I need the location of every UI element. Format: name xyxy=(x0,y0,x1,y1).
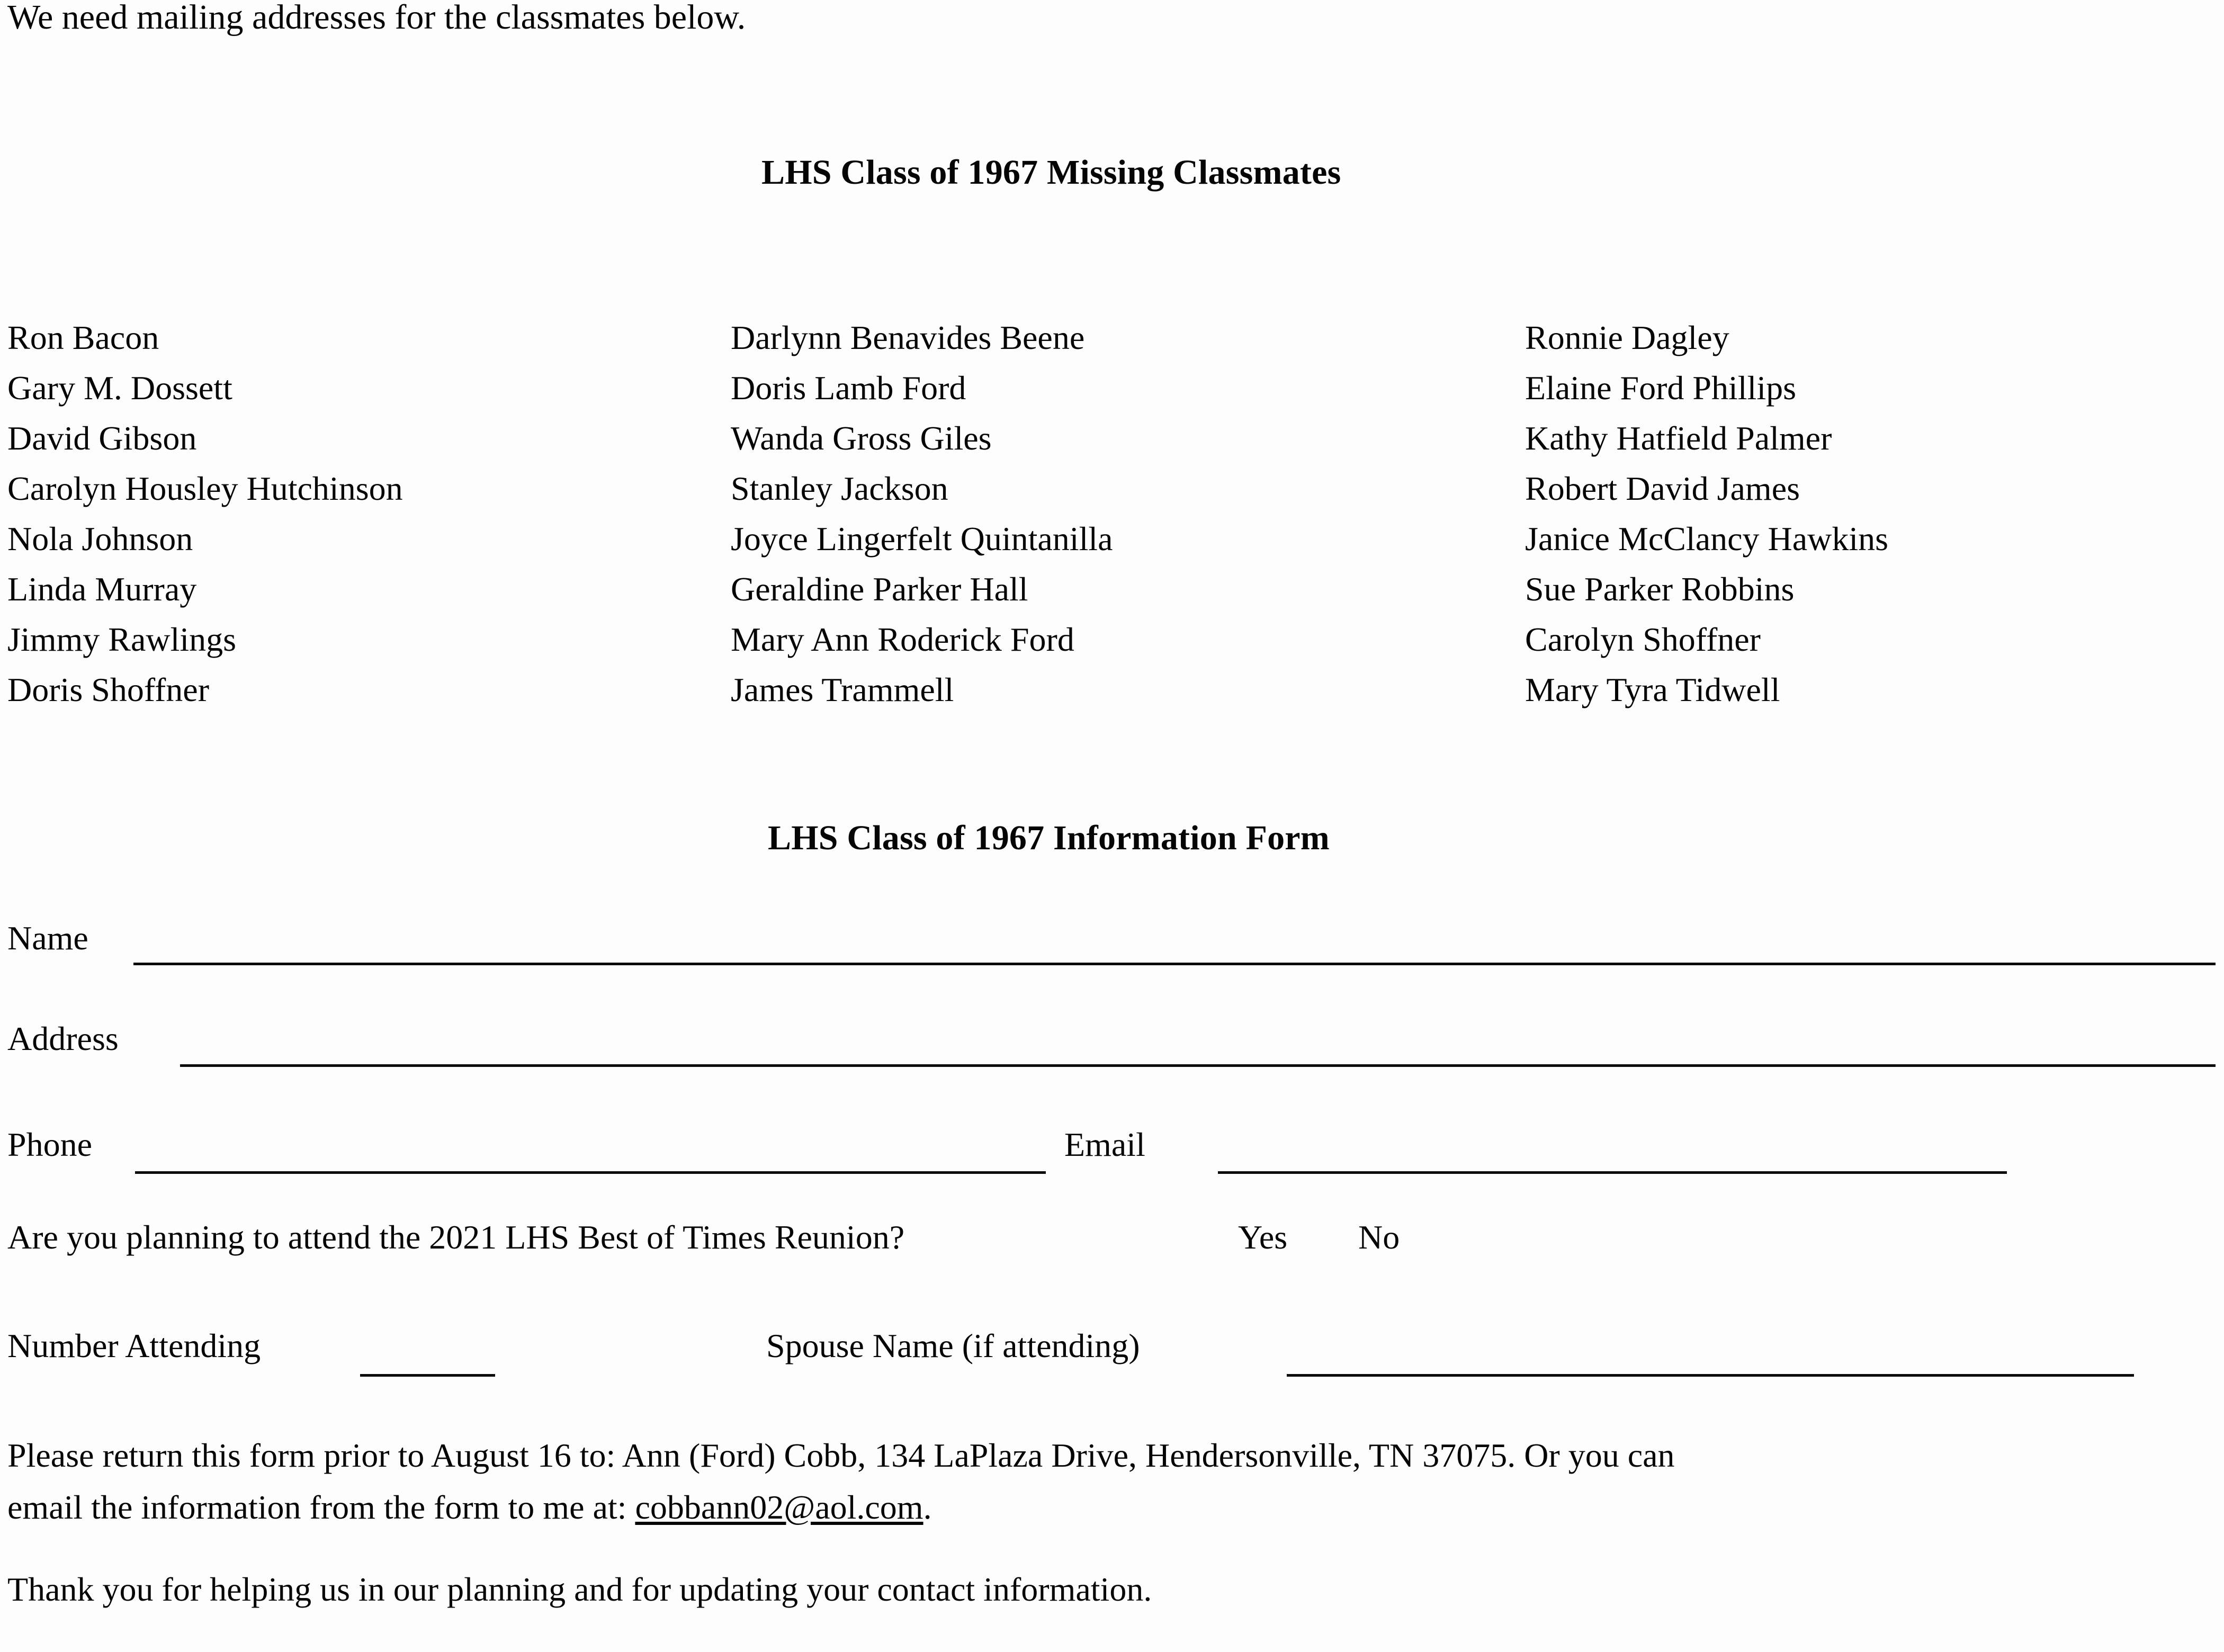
list-item: Geraldine Parker Hall xyxy=(731,570,1028,608)
attendance-no-option[interactable]: No xyxy=(1358,1218,1400,1256)
email-instruction-text: email the information from the form to me at: xyxy=(7,1488,635,1526)
phone-input[interactable] xyxy=(135,1171,1046,1174)
list-item: Elaine Ford Phillips xyxy=(1525,369,1796,407)
list-item: Sue Parker Robbins xyxy=(1525,570,1795,608)
list-item: Ronnie Dagley xyxy=(1525,319,1729,356)
address-input[interactable] xyxy=(180,1064,2216,1067)
list-item: Stanley Jackson xyxy=(731,470,948,507)
name-input[interactable] xyxy=(133,963,2216,965)
list-item: Carolyn Housley Hutchinson xyxy=(7,470,403,507)
intro-text: We need mailing addresses for the classmates below. xyxy=(7,0,746,37)
list-item: Gary M. Dossett xyxy=(7,369,232,407)
email-label: Email xyxy=(1064,1126,1145,1163)
list-item: Wanda Gross Giles xyxy=(731,419,992,457)
names-column-3 xyxy=(1525,312,1888,715)
list-item: Mary Tyra Tidwell xyxy=(1525,671,1780,708)
list-item: Nola Johnson xyxy=(7,520,193,558)
return-instructions-line-1: Please return this form prior to August 16 to: Ann (Ford) Cobb, 134 LaPlaza Drive, Hendersonville, TN 37075. Or you can xyxy=(7,1436,1675,1474)
list-item: Doris Shoffner xyxy=(7,671,209,708)
attendance-yes-option[interactable]: Yes xyxy=(1238,1218,1288,1256)
list-item: Doris Lamb Ford xyxy=(731,369,966,407)
list-item: Jimmy Rawlings xyxy=(7,621,237,658)
missing-classmates-heading: LHS Class of 1967 Missing Classmates xyxy=(761,153,1341,192)
address-label: Address xyxy=(7,1020,119,1057)
attendance-question: Are you planning to attend the 2021 LHS Best of Times Reunion? xyxy=(7,1218,905,1256)
list-item: Linda Murray xyxy=(7,570,197,608)
list-item: Robert David James xyxy=(1525,470,1800,507)
number-attending-label: Number Attending xyxy=(7,1327,261,1364)
list-item: Carolyn Shoffner xyxy=(1525,621,1761,658)
list-item: David Gibson xyxy=(7,419,197,457)
list-item: Mary Ann Roderick Ford xyxy=(731,621,1074,658)
spouse-name-input[interactable] xyxy=(1287,1374,2134,1377)
names-column-2 xyxy=(731,312,1113,715)
closing-paragraph xyxy=(7,1430,2221,1533)
thank-you-text: Thank you for helping us in our planning and for updating your contact information. xyxy=(7,1570,1152,1608)
names-column-1 xyxy=(7,312,403,715)
phone-label: Phone xyxy=(7,1126,92,1163)
list-item: Darlynn Benavides Beene xyxy=(731,319,1085,356)
number-attending-input[interactable] xyxy=(360,1374,495,1377)
list-item: Janice McClancy Hawkins xyxy=(1525,520,1889,558)
email-input[interactable] xyxy=(1218,1171,2007,1174)
email-trailing-period: . xyxy=(923,1488,932,1526)
email-address-link[interactable]: cobbann02@aol.com xyxy=(635,1488,923,1526)
list-item: Ron Bacon xyxy=(7,319,159,356)
spouse-name-label: Spouse Name (if attending) xyxy=(766,1327,1140,1364)
return-instructions-line-2 xyxy=(7,1482,2221,1533)
name-label: Name xyxy=(7,919,88,957)
list-item: Kathy Hatfield Palmer xyxy=(1525,419,1832,457)
list-item: Joyce Lingerfelt Quintanilla xyxy=(731,520,1113,558)
information-form-heading: LHS Class of 1967 Information Form xyxy=(768,819,1330,857)
list-item: James Trammell xyxy=(731,671,954,708)
